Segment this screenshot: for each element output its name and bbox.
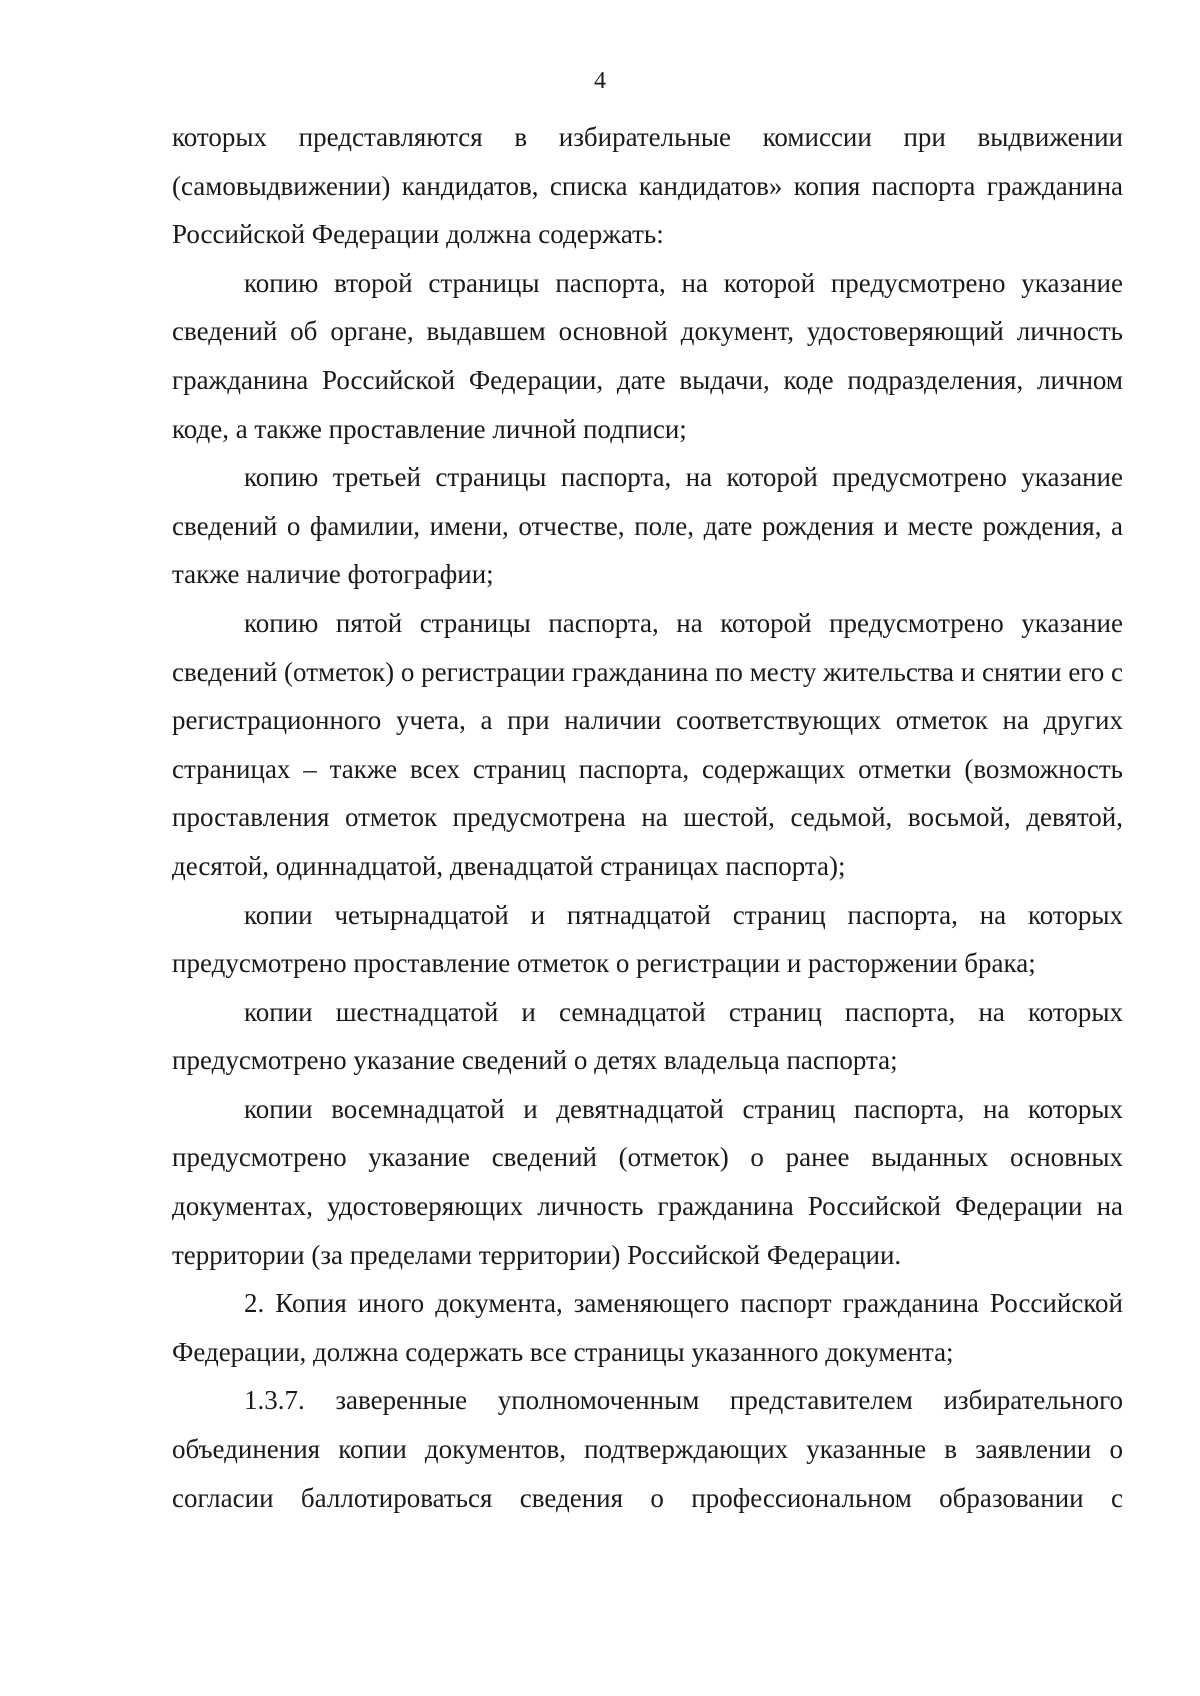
paragraph-third-page: копию третьей страницы паспорта, на которой предусмотрено указание сведений о фамилии, имени, отчестве, поле, дате рождения и месте рождения, а также наличие фотографии; [172,462,1123,590]
paragraph-fifth-page: копию пятой страницы паспорта, на которой предусмотрено указание сведений (отметок) о регистрации гражданина по месту жительства и снятии его с регистрационного учета, а при наличии соответствующих отметок на других страницах – также всех страниц паспорта, содержащих отметки (возможность проставления отметок предусмотрена на шестой, седьмой, восьмой, девятой, десятой, одиннадцатой, двенадцатой страницах паспорта); [172,607,1123,881]
paragraph-item-2: 2. Копия иного документа, заменяющего паспорт гражданина Российской Федерации, должна содержать все страницы указанного документа; [172,1288,1123,1367]
paragraph-fourteenth-fifteenth-pages: копии четырнадцатой и пятнадцатой страниц паспорта, на которых предусмотрено проставление отметок о регистрации и расторжении брака; [172,899,1123,979]
paragraph-eighteenth-nineteenth-pages: копии восемнадцатой и девятнадцатой страниц паспорта, на которых предусмотрено указание сведений (отметок) о ранее выданных основных документах, удостоверяющих личность гражданина Российской Федерации на территории (за пределами территории) Российской Федерации. [172,1093,1123,1270]
document-body [172,113,1123,1522]
paragraph-second-page: копию второй страницы паспорта, на которой предусмотрено указание сведений об органе, выдавшем основной документ, удостоверяющий личность гражданина Российской Федерации, дате выдачи, коде подразделения, личном коде, а также проставление личной подписи; [172,267,1123,444]
page-number: 4 [594,68,606,94]
paragraph-item-1-3-7: 1.3.7. заверенные уполномоченным представителем избирательного объединения копии документов, подтверждающих указанные в заявлении о согласии баллотироваться сведения о профессиональном образовании с [172,1385,1123,1513]
paragraph-sixteenth-seventeenth-pages: копии шестнадцатой и семнадцатой страниц паспорта, на которых предусмотрено указание сведений о детях владельца паспорта; [172,996,1123,1076]
paragraph-continuation: которых представляются в избирательные комиссии при выдвижении (самовыдвижении) кандидатов, списка кандидатов» копия паспорта гражданина Российской Федерации должна содержать: [172,122,1123,250]
